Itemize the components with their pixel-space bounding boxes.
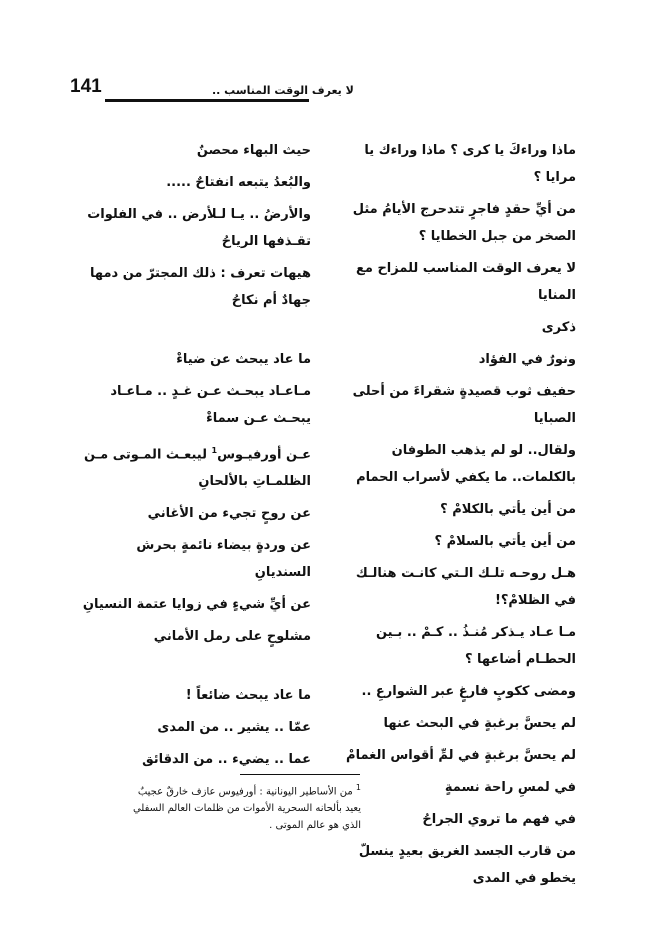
verse-line: عما .. يضيء .. من الدقائق — [142, 752, 311, 768]
verse-line: حيث البهاء محصنٌ — [196, 143, 311, 158]
verse-line: من أين يأتي بالكلامْ ؟ — [440, 502, 576, 517]
verse-line: ونورٌ في الفؤاد — [478, 352, 576, 367]
verse-line: عن روحٍ تجيء من الأغاني — [147, 506, 311, 522]
verse-line: ما عاد يبحث عن ضياءْ — [176, 352, 311, 367]
verse-line — [81, 437, 311, 495]
verse-line: ماذا وراءكَ يا كرى ؟ ماذا وراءك يا مرايا ؟ — [364, 143, 576, 185]
stanza-gap — [81, 655, 311, 682]
verse-line: ومضى ككوبٍ فارغٍ عبر الشوارعِ .. — [361, 684, 576, 699]
verse-line: هيهات تعرف : ذلك المجترّ من دمها جهادٌ أم نكاحُ — [89, 266, 311, 308]
verse-line: والبُعدُ يتبعه انفتاحٌ ..... — [166, 175, 311, 190]
verse-line: هـل روحـه تلـك الـتي كانـت هنالـك في الظلامْ؟! — [355, 566, 576, 608]
verse-line: مـاعـاد يبحـث عـن غـدٍ .. مـاعـاد يبحـث عـن سماءْ — [110, 384, 311, 426]
verse-line: ما عاد يبحث ضائعاً ! — [185, 688, 311, 704]
verse-line: من أين يأتي بالسلامْ ؟ — [434, 534, 576, 549]
verse-line: لم يحسَّ برغبةٍ في لمِّ أقواس الغمامْ — [346, 748, 576, 763]
running-title: لا يعرف الوقت المناسب .. — [212, 84, 354, 97]
verse-line: ذكرى — [541, 320, 576, 335]
header-rule — [105, 99, 309, 102]
right-column — [346, 137, 576, 897]
stanza-gap — [81, 319, 311, 346]
verse-fragment: عـن أورفيـوس — [217, 447, 311, 463]
verse-line: حفيف ثوب قصيدةٍ شقراءَ من أحلى الصبايا — [352, 384, 576, 426]
verse-line: في فهم ما تروي الجراحُ — [422, 812, 576, 827]
page-number: 141 — [70, 76, 102, 97]
verse-fragment: ليبعـث المـوتى مـن الظلمـاتِ بالألحانِ — [84, 447, 311, 490]
footnote-rule — [240, 774, 360, 775]
verse-line: في لمسِ راحة نسمةٍ — [444, 780, 576, 795]
verse-line: مشلوحٍ على رمل الأماني — [153, 629, 311, 645]
verse-line: مـا عـاد يـذكر مُنـذُ .. كـمْ .. بـين الحطـام أضاعها ؟ — [375, 625, 576, 667]
verse-line: عمّا .. يشير .. من المدى — [157, 720, 311, 736]
footnote — [121, 779, 361, 834]
footnote-ref: 1 — [211, 446, 218, 455]
verse-line: من أيِّ حقدٍ فاجرٍ تتدحرج الأيامُ مثل الصخر من جبل الخطايا ؟ — [352, 202, 576, 244]
footnote-text: من الأساطير اليونانية : أورفيوس عازف خارقٌ عجيبٌ يعيد بألحانه السحرية الأموات من ظلمات العالم السفلي الذي هو عالم الموتى . — [132, 786, 361, 832]
verse-line: من قارب الجسد الغريق بعيدٍ ينسلّ يخطو في المدى — [358, 844, 576, 886]
verse-line: عن وردةٍ بيضاء نائمةٍ بحرش السنديانِ — [136, 538, 311, 581]
footnote-marker: 1 — [355, 783, 361, 792]
verse-line: لم يحسَّ برغبةٍ في البحث عنها — [383, 716, 576, 731]
verse-line: ولقال.. لو لم يذهب الطوفان بالكلمات.. ما يكفي لأسراب الحمام — [356, 443, 576, 485]
left-column — [81, 137, 311, 778]
verse-line: لا يعرف الوقت المناسب للمزاح مع المنايا — [355, 261, 576, 303]
verse-line: والأرضُ .. يـا لـلأرض .. في الفلوات تقـذفها الرياحُ — [87, 207, 311, 249]
verse-line: عن أيِّ شيءٍ في زوايا عتمة النسيانِ — [82, 597, 311, 613]
